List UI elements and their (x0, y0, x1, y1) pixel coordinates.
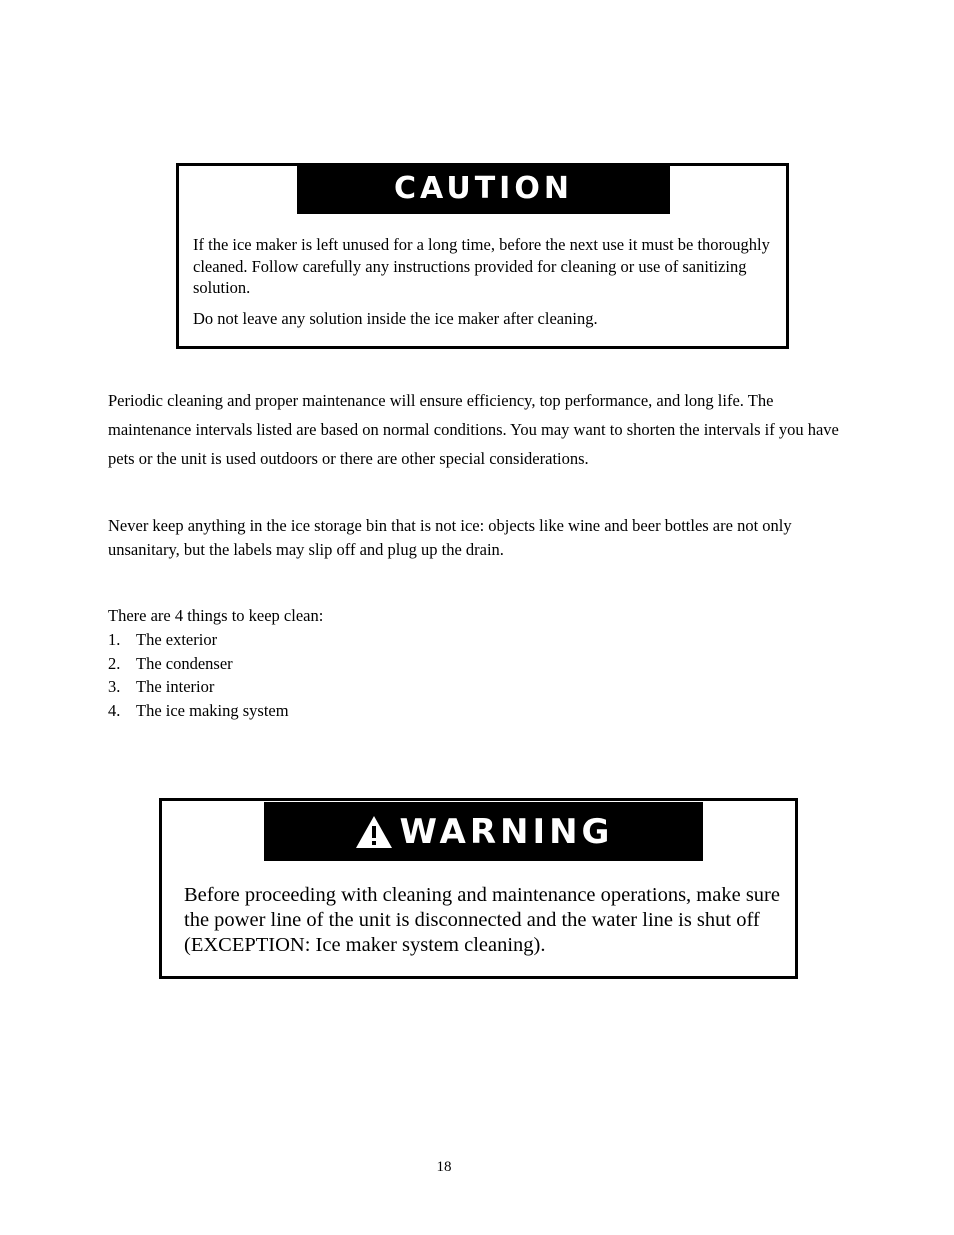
warning-triangle-icon (354, 814, 394, 850)
caution-paragraph-2: Do not leave any solution inside the ice maker after cleaning. (193, 308, 598, 328)
warning-banner (264, 802, 703, 861)
list-item-text: The ice making system (136, 700, 289, 720)
caution-body (193, 234, 773, 329)
list-item-text: The exterior (136, 630, 218, 649)
warning-box (159, 798, 798, 979)
list-item (108, 699, 289, 723)
list-item-number: 3. (108, 677, 121, 696)
things-to-clean-list (108, 628, 289, 722)
list-item (108, 652, 289, 676)
list-item (108, 675, 289, 699)
caution-title: CAUTION (394, 171, 573, 206)
list-item-text: The interior (136, 677, 215, 696)
maintenance-intro-paragraph: Periodic cleaning and proper maintenance will ensure efficiency, top performance, and long life. The maintenance intervals listed are based on normal conditions. You may want to shorten the intervals if you have pets or the unit is used outdoors or there are other special considerations. (108, 391, 839, 468)
warning-body: Before proceeding with cleaning and maintenance operations, make sure the power line of the unit is disconnected and the water line is shut off (EXCEPTION: Ice maker system cleaning). (184, 884, 786, 956)
caution-paragraph-1: If the ice maker is left unused for a long time, before the next use it must be thoroughly cleaned. Follow carefully any instructions provided for cleaning or use of sanitizing solution. (193, 235, 770, 297)
storage-bin-paragraph: Never keep anything in the ice storage bin that is not ice: objects like wine and beer bottles are not only unsanitary, but the labels may slip off and plug up the drain. (108, 516, 792, 559)
list-item-number: 4. (108, 700, 121, 720)
things-to-clean-heading: There are 4 things to keep clean: (108, 606, 324, 625)
caution-box (176, 163, 789, 349)
list-item-number: 1. (108, 630, 121, 649)
list-item-number: 2. (108, 653, 121, 673)
warning-title: WARNING (399, 811, 614, 852)
list-item-text: The condenser (136, 653, 233, 673)
caution-banner (297, 163, 670, 214)
page-number: 18 (436, 1159, 452, 1175)
list-item (108, 628, 289, 652)
